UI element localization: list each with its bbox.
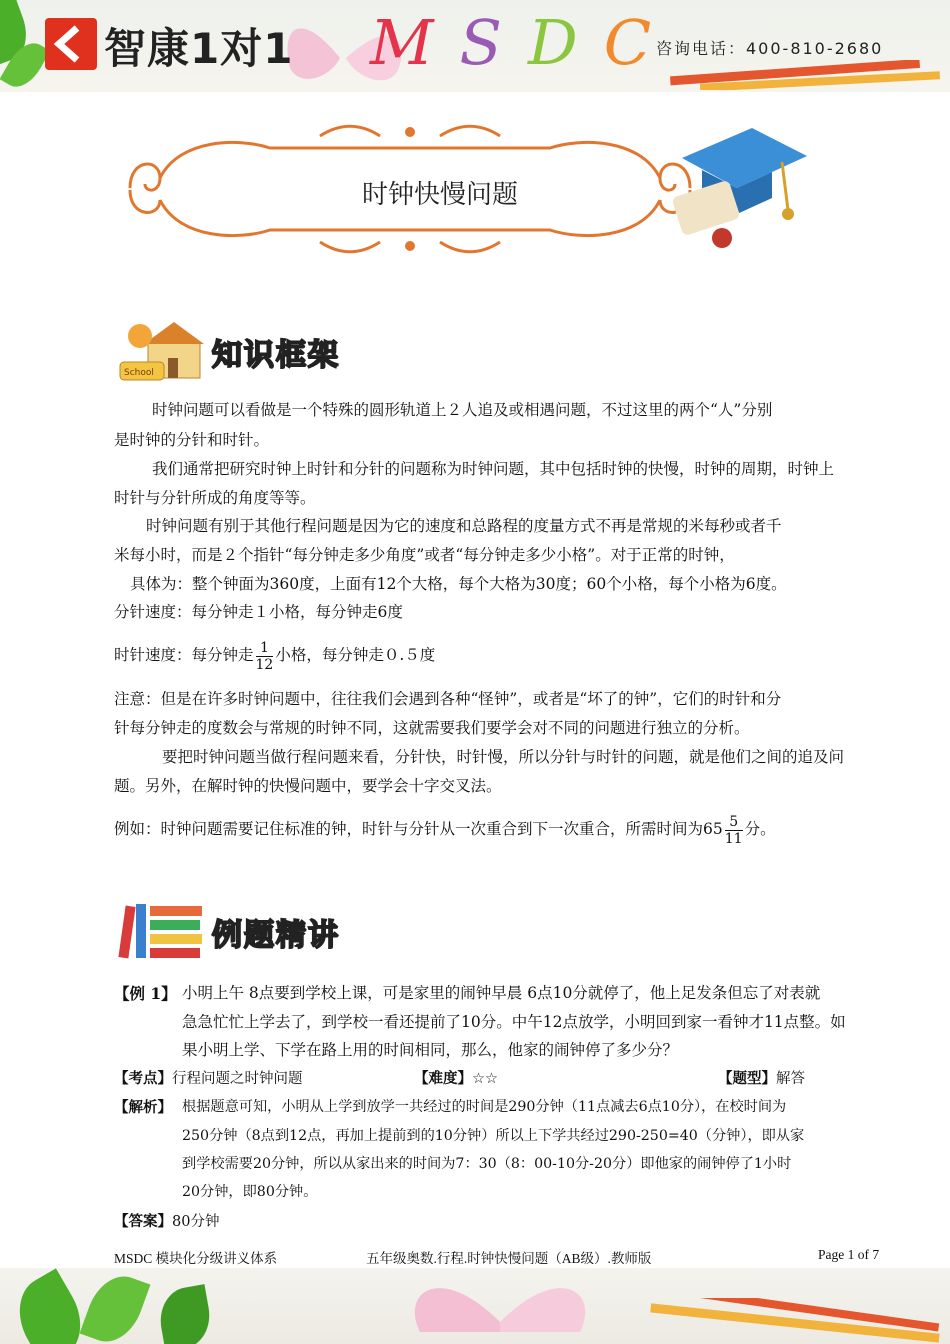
kaodian-label: 【考点】: [114, 1070, 172, 1087]
note-line1: 注意：但是在许多时钟问题中，往往我们会遇到各种“怪钟”，或者是“坏了的钟”，它们的时针和分: [114, 690, 782, 708]
jiexi-line1: 根据题意可知，小明从上学到放学一共经过的时间是290分钟（11点减去6点10分），在校时间为: [182, 1099, 787, 1115]
footer-page-number: Page 1 of 7: [818, 1247, 880, 1262]
page-title: 时钟快慢问题: [361, 180, 518, 210]
kaodian-value: 行程问题之时钟问题: [172, 1071, 303, 1087]
knowledge-p3-line3: 具体为：整个钟面为360度，上面有12个大格，每个大格为30度；60个小格，每个小格为6度。: [130, 575, 787, 593]
pencil-decoration-icon: [660, 60, 950, 90]
example-sentence: [114, 810, 776, 848]
nandu-row: [414, 1069, 498, 1089]
knowledge-p1-line1: 时钟问题可以看做是一个特殊的圆形轨道上２人追及或相遇问题，不过这里的两个“人”分别: [152, 401, 773, 419]
jiexi-line3: 到学校需要20分钟，所以从家出来的时间为7：30（8：00-10分-20分）即他家的闹钟停了1小时: [182, 1156, 792, 1172]
hour-speed-prefix: 时针速度：每分钟走: [114, 646, 254, 664]
example-prefix: 例如：时钟问题需要记住标准的钟，时针与分针从一次重合到下一次重合，所需时间为: [114, 820, 704, 838]
answer-value: 80分钟: [172, 1214, 220, 1230]
fraction-one-twelfth: [256, 640, 274, 673]
page-header-banner: [0, 0, 950, 92]
example1-label: 【例 1】: [114, 984, 177, 1003]
jiexi-label: 【解析】: [114, 1099, 172, 1116]
section-heading-knowledge: 知识框架: [212, 338, 340, 373]
footer-text-row: [114, 1247, 884, 1267]
fraction-denominator: 11: [724, 830, 743, 847]
pencil-decoration-icon: [640, 1298, 950, 1344]
footer-series-name: MSDC 模块化分级讲义体系: [114, 1251, 278, 1266]
footer-document-name: 五年级奥数.行程.时钟快慢问题（AB级）.教师版: [366, 1251, 652, 1266]
knowledge-p5-line1: 要把时钟问题当做行程问题来看，分针快，时针慢，所以分针与时针的问题，就是他们之间的追及问: [162, 748, 845, 766]
answer-row: [114, 1212, 219, 1232]
kaodian-row: [114, 1069, 303, 1089]
school-house-icon: [118, 318, 204, 388]
school-sign-text: School: [124, 368, 154, 378]
tixing-row: [718, 1069, 805, 1089]
fraction-five-elevenths: [725, 814, 743, 847]
butterfly-decoration-icon: [400, 1272, 600, 1344]
tixing-label: 【题型】: [718, 1070, 776, 1087]
msdc-brand-letters: MSDC: [370, 6, 678, 79]
hour-speed-suffix: 小格，每分钟走０.５度: [275, 646, 436, 664]
page-footer-banner: [0, 1268, 950, 1344]
fraction-denominator: 12: [255, 656, 274, 673]
brand-logo-icon: [45, 18, 97, 70]
example1-question-line3: 果小明上学、下学在路上用的时间相同，那么，他家的闹钟停了多少分？: [182, 1041, 679, 1059]
answer-label: 【答案】: [114, 1213, 172, 1230]
section-heading-examples: 例题精讲: [212, 918, 340, 953]
hotline-text: 咨询电话：400-810-2680: [656, 39, 884, 58]
jiexi-line4: 20分钟，即80分钟。: [182, 1184, 318, 1200]
tixing-value: 解答: [776, 1071, 805, 1087]
knowledge-p5-line2: 题。另外，在解时钟的快慢问题中，要学会十字交叉法。: [114, 777, 502, 795]
nandu-label: 【难度】: [414, 1070, 472, 1087]
knowledge-p3-line2: 米每小时，而是２个指针“每分钟走多少角度”或者“每分钟走多少小格”。对于正常的时钟，: [114, 546, 735, 564]
hour-hand-speed: [114, 636, 435, 674]
example-suffix: 分。: [744, 820, 776, 838]
jiexi-line2: 250分钟（8点到12点，再加上提前到的10分钟）所以上下学共经过290-250=40（分钟），即从家: [182, 1128, 805, 1144]
knowledge-p3-line1: 时钟问题有别于其他行程问题是因为它的速度和总路程的度量方式不再是常规的米每秒或者千: [146, 517, 782, 535]
difficulty-stars: ☆☆: [472, 1071, 498, 1087]
brand-name: 智康1对1: [104, 24, 294, 73]
fraction-numerator: 1: [256, 640, 274, 657]
example1-question-line2: 急急忙忙上学去了，到学校一看还提前了10分。中午12点放学，小明回到家一看钟才11点整。如: [182, 1013, 846, 1031]
minute-hand-speed: 分针速度：每分钟走１小格，每分钟走6度: [114, 603, 403, 621]
books-stack-icon: [116, 898, 206, 962]
knowledge-p1-line2: 是时钟的分针和时针。: [114, 431, 270, 449]
fraction-numerator: 5: [725, 814, 743, 831]
knowledge-p2-line2: 时针与分针所成的角度等等。: [114, 489, 316, 507]
graduation-cap-icon: [672, 118, 812, 268]
example1-question-line1: 小明上午 8点要到学校上课，可是家里的闹钟早晨 6点10分就停了，他上足发条但忘了对表就: [182, 984, 821, 1002]
note-line2: 针每分钟走的度数会与常规的时钟不同，这就需要我们要学会对不同的问题进行独立的分析。: [114, 719, 750, 737]
knowledge-p2-line1: 我们通常把研究时钟上时针和分针的问题称为时钟问题，其中包括时钟的快慢，时钟的周期，时钟上: [152, 460, 835, 478]
mixed-number-whole: 65: [703, 820, 723, 838]
